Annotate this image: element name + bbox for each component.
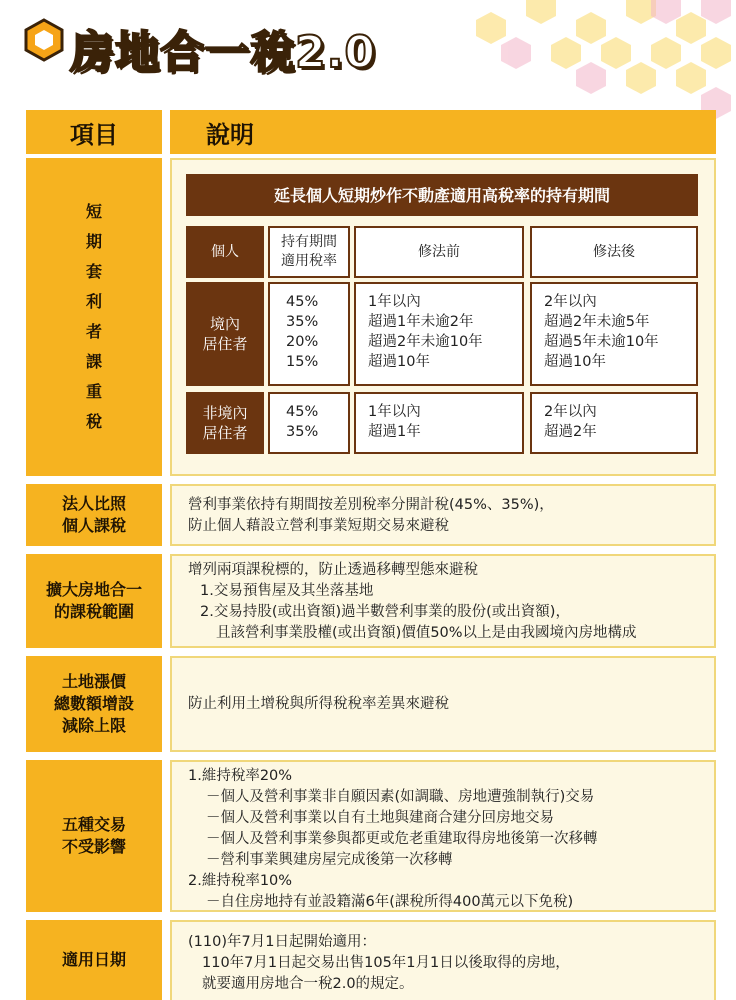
- section-label-land-value-cap: [26, 656, 162, 752]
- period-text: 超過10年: [544, 354, 606, 370]
- period-text: 2年以內: [544, 294, 597, 310]
- column-header-description: 說明: [170, 110, 716, 154]
- rate-row-rates-resident: [268, 282, 350, 386]
- label-line: 個人課稅: [61, 516, 126, 535]
- section-content-unaffected-transactions: [170, 760, 716, 912]
- section-content-corporate-taxation: [170, 484, 716, 546]
- section-label-expanded-scope: [26, 554, 162, 648]
- content-line: 1.交易預售屋及其坐落基地: [200, 583, 374, 599]
- hexagon-logo-icon: [22, 18, 66, 62]
- section-content-expanded-scope: [170, 554, 716, 648]
- rate-row-before-resident: [354, 282, 524, 386]
- header-text: 修法後: [593, 243, 635, 260]
- rate-value: 45%: [286, 404, 319, 420]
- person-text: 非境內: [202, 404, 248, 422]
- section-label-unaffected-transactions: [26, 760, 162, 912]
- content-line: 1.維持稅率20%: [188, 768, 293, 784]
- content-line: 防止利用土增稅與所得稅稅率差異來避稅: [188, 696, 449, 712]
- label-char: 期: [85, 232, 102, 251]
- label-line: 法人比照: [61, 494, 126, 513]
- period-text: 1年以內: [368, 404, 421, 420]
- rate-table-header-after: [530, 226, 698, 278]
- rate-row-after-nonresident: [530, 392, 698, 454]
- content-line: 防止個人藉設立營利事業短期交易來避稅: [188, 518, 449, 534]
- period-text: 超過10年: [368, 354, 430, 370]
- person-text: 居住者: [202, 424, 248, 442]
- rate-value: 35%: [286, 424, 319, 440]
- rate-row-after-resident: [530, 282, 698, 386]
- label-line: 土地漲價: [61, 672, 126, 691]
- rate-value: 35%: [286, 314, 319, 330]
- rate-table-title: 延長個人短期炒作不動產適用高稅率的持有期間: [186, 174, 698, 216]
- rate-row-rates-nonresident: [268, 392, 350, 454]
- header-text: 修法前: [418, 243, 460, 260]
- label-line: 減除上限: [61, 716, 126, 735]
- content-line: －個人及營利事業參與都更或危老重建取得房地後第一次移轉: [206, 831, 598, 847]
- rate-table-header-rate: [268, 226, 350, 278]
- period-text: 超過1年: [368, 424, 421, 440]
- section-content-land-value-cap: [170, 656, 716, 752]
- period-text: 超過1年未逾2年: [368, 314, 474, 330]
- content-line: 2.維持稅率10%: [188, 873, 293, 889]
- period-text: 1年以內: [368, 294, 421, 310]
- content-line: 2.交易持股(或出資額)過半數營利事業的股份(或出資額)，: [200, 604, 570, 620]
- rate-row-person-nonresident: [186, 392, 264, 454]
- content-line: (110)年7月1日起開始適用：: [188, 934, 376, 950]
- section-content-short-term-arbitrage: [170, 158, 716, 476]
- label-char: 者: [85, 322, 102, 341]
- label-char: 稅: [85, 412, 102, 431]
- content-line: 且該營利事業股權(或出資額)價值50%以上是由我國境內房地構成: [216, 625, 637, 641]
- rate-row-before-nonresident: [354, 392, 524, 454]
- content-line: －營利事業興建房屋完成後第一次移轉: [206, 852, 453, 868]
- content-line: －個人及營利事業非自願因素(如調職、房地遭強制執行)交易: [206, 789, 595, 805]
- period-text: 2年以內: [544, 404, 597, 420]
- content-line: 就要適用房地合一稅2.0的規定。: [202, 976, 414, 992]
- label-char: 課: [85, 352, 102, 371]
- period-text: 超過5年未逾10年: [544, 334, 659, 350]
- person-text: 居住者: [202, 335, 248, 353]
- content-line: －自住房地持有並設籍滿6年(課稅所得400萬元以下免稅): [206, 894, 574, 910]
- label-line: 的課稅範圍: [53, 602, 134, 621]
- label-line: 總數額增設: [53, 694, 134, 713]
- header-text: 適用稅率: [281, 253, 337, 269]
- label-char: 套: [85, 262, 102, 281]
- section-label-short-term-arbitrage: [26, 158, 162, 476]
- section-label-corporate-taxation: [26, 484, 162, 546]
- page-title: 房地合一稅2.0: [70, 27, 376, 78]
- rate-value: 45%: [286, 294, 319, 310]
- hexagon-pattern-decoration: [436, 0, 736, 120]
- rate-row-person-resident: [186, 282, 264, 386]
- label-line: 五種交易: [61, 815, 126, 834]
- section-label-effective-date: [26, 920, 162, 1000]
- period-text: 超過2年未逾10年: [368, 334, 483, 350]
- content-line: －個人及營利事業以自有土地與建商合建分回房地交易: [206, 810, 554, 826]
- label-char: 利: [85, 292, 102, 311]
- label-line: 不受影響: [61, 837, 126, 856]
- rate-value: 15%: [286, 354, 319, 370]
- rate-table-header-person: [186, 226, 264, 278]
- column-header-item: 項目: [26, 110, 162, 154]
- rate-table-header-before: [354, 226, 524, 278]
- rate-value: 20%: [286, 334, 319, 350]
- label-char: 重: [85, 382, 102, 401]
- content-line: 110年7月1日起交易出售105年1月1日以後取得的房地，: [202, 955, 570, 971]
- person-text: 境內: [209, 315, 240, 333]
- label-line: 擴大房地合一: [45, 580, 142, 599]
- period-text: 超過2年未逾5年: [544, 314, 650, 330]
- content-line: 營利事業依持有期間按差別稅率分開計稅(45%、35%)，: [188, 497, 554, 513]
- label-line: 適用日期: [61, 950, 126, 969]
- label-char: 短: [85, 202, 102, 221]
- header-text: 持有期間: [281, 234, 337, 250]
- section-content-effective-date: [170, 920, 716, 1000]
- header-text: 個人: [211, 243, 239, 260]
- period-text: 超過2年: [544, 424, 597, 440]
- content-line: 增列兩項課稅標的，防止透過移轉型態來避稅: [188, 562, 478, 578]
